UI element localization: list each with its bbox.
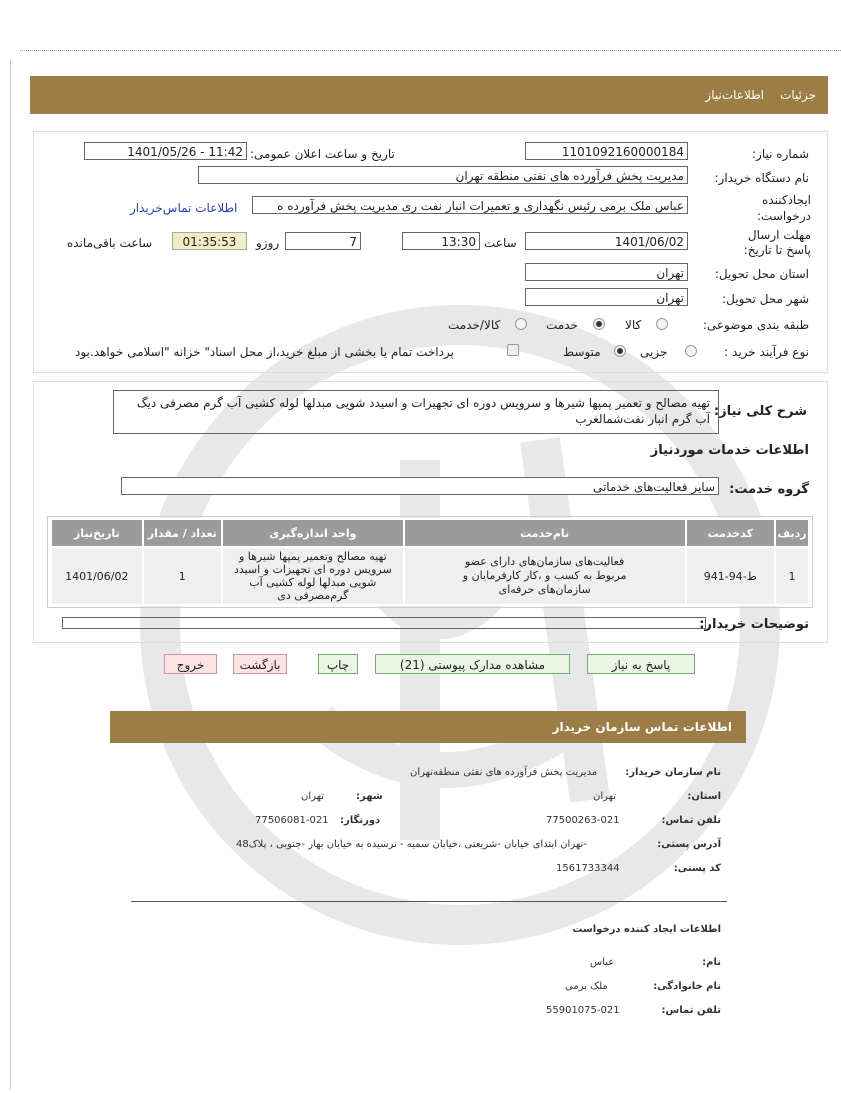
announce-label: تاریخ و ساعت اعلان عمومی: (250, 147, 395, 161)
cell-row: 1 (775, 547, 809, 605)
process-label: نوع فرآیند خرید : (724, 345, 809, 359)
category-service-radio[interactable] (593, 318, 605, 330)
creator-phone: 55901075-021 (546, 1005, 620, 1016)
services-table (50, 518, 810, 606)
buyer-org-label: نام دستگاه خریدار: (714, 171, 809, 185)
process-small-radio[interactable] (685, 345, 697, 357)
col-code: کدخدمت (686, 519, 775, 547)
left-border (10, 60, 11, 1090)
col-name: نام‌خدمت (404, 519, 686, 547)
summary-label: شرح کلی نیاز: (713, 404, 807, 419)
print-button[interactable]: چاپ (318, 654, 358, 674)
tab-details[interactable]: جزئیات (780, 88, 816, 102)
treasury-payment-note: پرداخت تمام یا بخشی از مبلغ خرید،از محل اسناد" خزانه "اسلامی خواهد.بود (75, 345, 454, 359)
creator-field: عباس ملک برمی رئیس نگهداری و تعمیرات انبار نفت ری مدیریت پخش فرآورده ه (252, 196, 688, 214)
top-divider (20, 50, 841, 51)
cell-code: ط-94-941 (686, 547, 775, 605)
service-group-field: سایر فعالیت‌های خدماتی (121, 477, 719, 495)
buyer-notes-label: توضیحات خریدار: (699, 617, 809, 632)
back-button[interactable]: بازگشت (233, 654, 287, 674)
remaining-label: ساعت باقی‌مانده (67, 236, 153, 250)
contact-city-label: شهر: (356, 791, 383, 802)
buyer-org-field: مدیریت پخش فرآورده های نفتی منطقه تهران (198, 166, 688, 184)
announce-field: 1401/05/26 - 11:42 (84, 142, 247, 160)
contact-fax: 77506081-021 (255, 815, 329, 826)
category-goods-label: کالا (625, 318, 642, 332)
service-group-label: گروه خدمت: (729, 482, 809, 497)
cell-qty: 1 (143, 547, 222, 605)
contact-address-label: آدرس پستی: (657, 839, 721, 850)
process-small-label: جزیی (640, 345, 668, 359)
creator-name: عباس (590, 957, 615, 968)
city-label: شهر محل تحویل: (722, 292, 809, 306)
category-label: طبقه بندی موضوعی: (702, 318, 809, 332)
process-medium-radio[interactable] (614, 345, 626, 357)
col-unit: واحد اندازه‌گیری (222, 519, 404, 547)
summary-text: تهیه مصالح و تعمیر پمپها شیرها و سرویس دوره ای تجهیزات و اسیدد شویی مبدلها لوله کشیی آب گرم مصرفی دیگ آب گرم انبار نفت‌شمالغرب (113, 390, 719, 434)
time-label: ساعت (484, 236, 517, 250)
category-service-label: خدمت (546, 318, 578, 332)
process-medium-label: متوسط (563, 345, 601, 359)
tab-need-info[interactable]: اطلاعات‌نیاز (705, 88, 764, 102)
category-goods-radio[interactable] (656, 318, 668, 330)
creator-family: ملک برمی (565, 981, 608, 992)
buyer-contact-link[interactable]: اطلاعات تماس‌خریدار (130, 201, 238, 215)
city-field: تهران (525, 288, 688, 306)
deadline-time-field: 13:30 (402, 232, 480, 250)
creator-family-label: نام خانوادگی: (653, 981, 721, 992)
contact-title: اطلاعات تماس سازمان خریدار (552, 720, 732, 734)
cell-unit: تهیه مصالح وتعمیر پمپها شیرها و سرویس دوره ای تجهیزات و اسیدد شویی مبدلها لوله کشیی آب گرم‌مصرفی دی (222, 547, 404, 605)
exit-button[interactable]: خروج (164, 654, 217, 674)
creator-phone-label: تلفن تماس: (661, 1005, 721, 1016)
cell-date: 1401/06/02 (51, 547, 143, 605)
col-row: ردیف (775, 519, 809, 547)
contact-address: -تهران ابتدای خیابان -شریعتی ،خیابان سمیه - نرسیده به خیابان بهار -جنوبی ، پلاک48 (236, 839, 587, 850)
creator-info-title: اطلاعات ایجاد کننده درخواست (572, 924, 721, 935)
creator-name-label: نام: (702, 957, 721, 968)
header-bar (30, 76, 828, 114)
contact-postal-label: کد پستی: (673, 863, 721, 874)
remaining-time-field: 01:35:53 (172, 232, 247, 250)
contact-phone: 77500263-021 (546, 815, 620, 826)
contact-org: مدیریت پخش فرآورده های نفتی منطقه‌تهران (410, 767, 598, 778)
contact-postal: 1561733344 (556, 863, 620, 874)
col-date: تاریخ‌نیاز (51, 519, 143, 547)
contact-fax-label: دورنگار: (340, 815, 381, 826)
services-title: اطلاعات خدمات موردنیاز (650, 443, 809, 458)
reply-button[interactable]: پاسخ به نیاز (587, 654, 695, 674)
contact-phone-label: تلفن تماس: (661, 815, 721, 826)
province-label: استان محل تحویل: (714, 267, 809, 281)
attachments-button[interactable]: مشاهده مدارک پیوستی (21) (375, 654, 570, 674)
need-number-label: شماره نیاز: (752, 147, 809, 161)
services-table-header (51, 519, 809, 547)
contact-province: تهران (593, 791, 617, 802)
contact-header-bar (110, 711, 746, 743)
days-label: روزو (256, 236, 280, 250)
contact-city: تهران (301, 791, 325, 802)
cell-name: فعالیت‌های سازمان‌های دارای عضو مربوط به کسب و ،کار کارفرمایان و سازمان‌های حرفه‌ای (404, 547, 686, 605)
contact-org-label: نام سازمان خریدار: (625, 767, 721, 778)
days-field: 7 (285, 232, 361, 250)
deadline-label: مهلت ارسال پاسخ تا تاریخ: (743, 228, 811, 257)
treasury-payment-checkbox[interactable] (507, 344, 519, 356)
category-goods-service-radio[interactable] (515, 318, 527, 330)
province-field: تهران (525, 263, 688, 281)
buyer-notes-field (62, 617, 706, 629)
contact-province-label: استان: (687, 791, 721, 802)
category-goods-service-label: کالا/خدمت (448, 318, 501, 332)
contact-divider (131, 901, 727, 902)
deadline-date-field: 1401/06/02 (525, 232, 688, 250)
col-qty: تعداد / مقدار (143, 519, 222, 547)
need-number-field: 1101092160000184 (525, 142, 688, 160)
table-row (51, 547, 809, 605)
creator-label: ایجادکننده درخواست: (757, 193, 811, 223)
